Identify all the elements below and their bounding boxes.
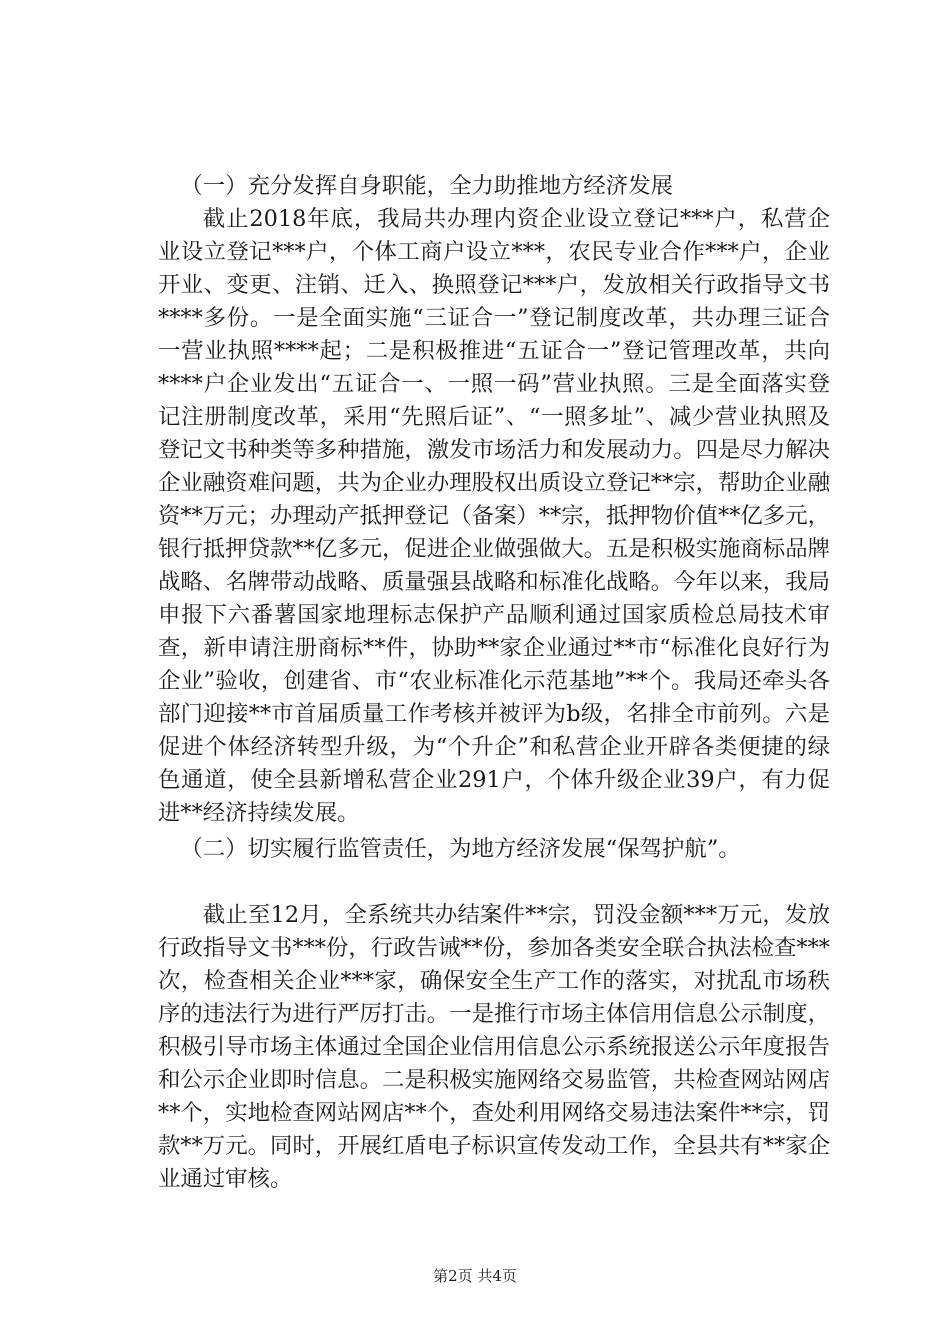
- section-heading-2: （二）切实履行监管责任，为地方经济发展“保驾护航”。: [180, 836, 741, 862]
- section-heading-1: （一）充分发挥自身职能，全力助推地方经济发展: [180, 173, 673, 199]
- body-paragraph-1: 截止2018年底，我局共办理内资企业设立登记***户，私营企业设立登记***户，个体工商户设立***，农民专业合作***户，企业开业、变更、注销、迁入、换照登记***户，发放相关行政指导文书****多份。一是全面实施“三证合一”登记制度改革，共办理三证合一营业执照****起；二是积极推进“五证合一”登记管理改革，共向****户企业发出“五证合一、一照一码”营业执照。三是全面落实登记注册制度改革，采用“先照后证”、“一照多址”、减少营业执照及登记文书种类等多种措施，激发市场活力和发展动力。四是尽力解决企业融资难问题，共为企业办理股权出质设立登记**宗，帮助企业融资**万元；办理动产抵押登记（备案）**宗，抵押物价值**亿多元，银行抵押贷款**亿多元，促进企业做强做大。五是积极实施商标品牌战略、名牌带动战略、质量强县战略和标准化战略。今年以来，我局申报下六番薯国家地理标志保护产品顺利通过国家质检总局技术审查，新申请注册商标**件，协助**家企业通过**市“标准化良好行为企业”验收，创建省、市“农业标准化示范基地”**个。我局还牵头各部门迎接**市首届质量工作考核并被评为b级，名排全市前列。六是促进个体经济转型升级，为“个升企”和私营企业开辟各类便捷的绿色通道，使全县新增私营企业291户，个体升级企业39户，有力促进**经济持续发展。: [158, 206, 830, 826]
- page-number-footer: 第2页 共4页: [433, 1267, 517, 1285]
- body-paragraph-2: 截止至12月，全系统共办结案件**宗，罚没金额***万元，发放行政指导文书***份，行政告诫**份，参加各类安全联合执法检查***次，检查相关企业***家，确保安全生产工作的落实，对扰乱市场秩序的违法行为进行严厉打击。一是推行市场主体信用信息公示制度，积极引导市场主体通过全国企业信用信息公示系统报送公示年度报告和公示企业即时信息。二是积极实施网络交易监管，共检查网站网店**个，实地检查网站网店**个，查处利用网络交易违法案件**宗，罚款**万元。同时，开展红盾电子标识宣传发动工作，全县共有**家企业通过审核。: [158, 902, 830, 1192]
